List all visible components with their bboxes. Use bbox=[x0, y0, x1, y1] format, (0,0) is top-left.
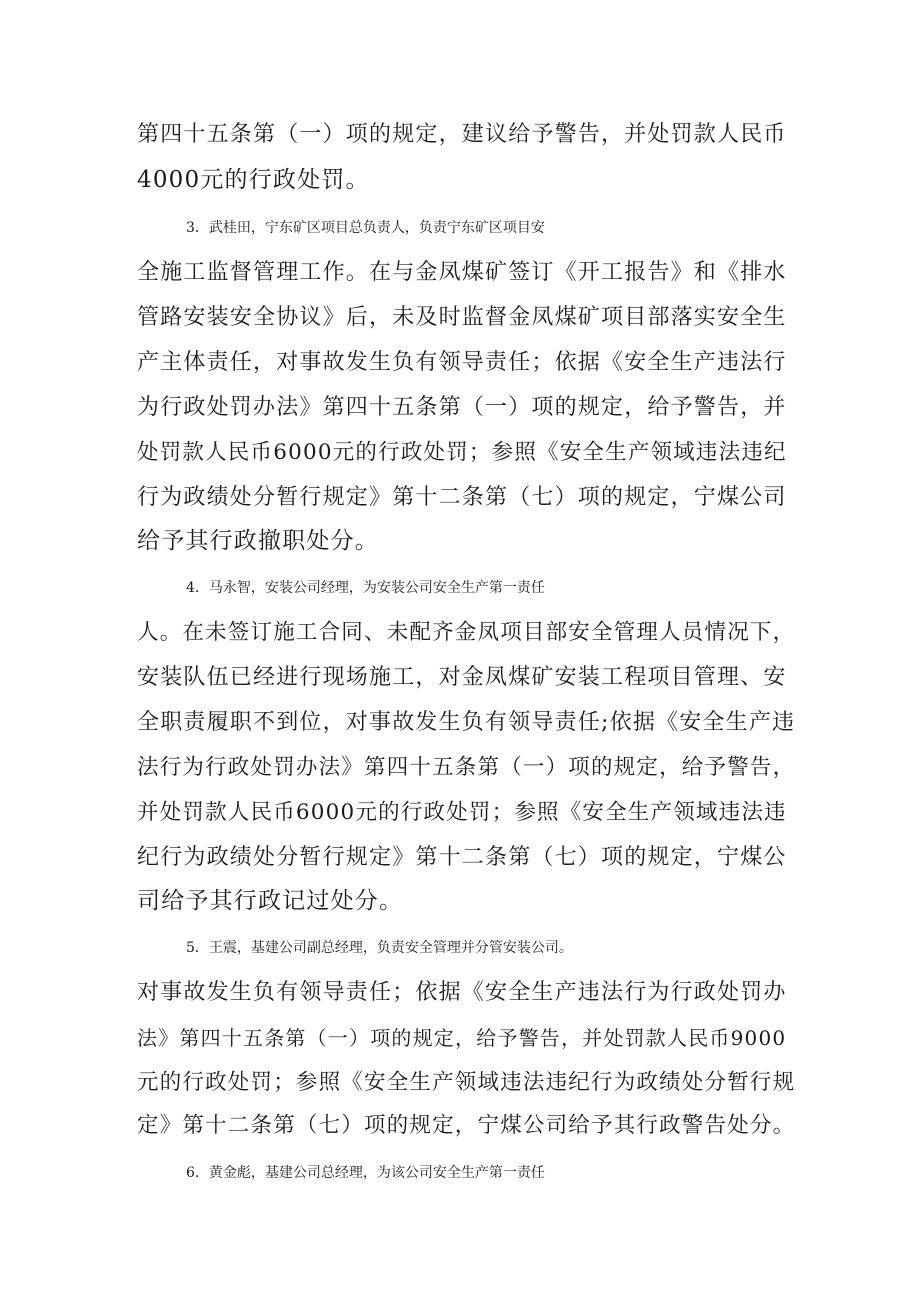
text-line: 元的行政处罚；参照《安全生产领域违法违纪行为政绩处分暂行规 bbox=[137, 1070, 796, 1095]
text-line: 并处罚款人民币6000元的行政处罚；参照《安全生产领域违法违 bbox=[137, 800, 787, 825]
text-line: 管路安装安全协议》后，未及时监督金凤煤矿项目部落实安全生 bbox=[137, 305, 787, 330]
text-line: 4000元的行政处罚。 bbox=[137, 167, 370, 193]
text-line: 纪行为政绩处分暂行规定》第十二条第（七）项的规定，宁煤公 bbox=[137, 845, 787, 870]
text-line: 定》第十二条第（七）项的规定，宁煤公司给予其行政警告处分。 bbox=[137, 1113, 796, 1138]
text-line: 第四十五条第（一）项的规定，建议给予警告，并处罚款人民币 bbox=[137, 122, 787, 147]
paragraph-4-first-line: 4．马永智，安装公司经理，为安装公司安全生产第一责任 bbox=[186, 580, 545, 596]
text-line: 安装队伍已经进行现场施工，对金凤煤矿安装工程项目管理、安 bbox=[137, 665, 787, 690]
text-line: 全施工监督管理工作。在与金凤煤矿签订《开工报告》和《排水 bbox=[137, 260, 787, 285]
text-line: 处罚款人民币6000元的行政处罚；参照《安全生产领域违法违纪 bbox=[137, 440, 787, 465]
paragraph-5-first-line: 5．王震，基建公司副总经理，负责安全管理并分管安装公司。 bbox=[186, 940, 573, 956]
text-line: 对事故发生负有领导责任；依据《安全生产违法行为行政处罚办 bbox=[137, 980, 787, 1005]
text-line: 产主体责任，对事故发生负有领导责任；依据《安全生产违法行 bbox=[137, 350, 787, 375]
text-line: 全职责履职不到位，对事故发生负有领导责任;依据《安全生产违 bbox=[137, 710, 796, 735]
text-line: 司给予其行政记过处分。 bbox=[137, 888, 404, 914]
text-line: 行为政绩处分暂行规定》第十二条第（七）项的规定，宁煤公司 bbox=[137, 485, 787, 510]
text-line: 法行为行政处罚办法》第四十五条第（一）项的规定，给予警告， bbox=[137, 755, 796, 780]
paragraph-6-first-line: 6．黄金彪，基建公司总经理，为该公司安全生产第一责任 bbox=[186, 1165, 545, 1181]
text-line: 人。在未签订施工合同、未配齐金凤项目部安全管理人员情况下， bbox=[137, 620, 796, 645]
paragraph-3-first-line: 3．武桂田，宁东矿区项目总负责人，负责宁东矿区项目安 bbox=[186, 220, 545, 236]
text-line: 法》第四十五条第（一）项的规定，给予警告，并处罚款人民币9000 bbox=[137, 1026, 787, 1050]
text-line: 给予其行政撤职处分。 bbox=[137, 528, 379, 554]
text-line: 为行政处罚办法》第四十五条第（一）项的规定，给予警告，并 bbox=[137, 395, 787, 420]
